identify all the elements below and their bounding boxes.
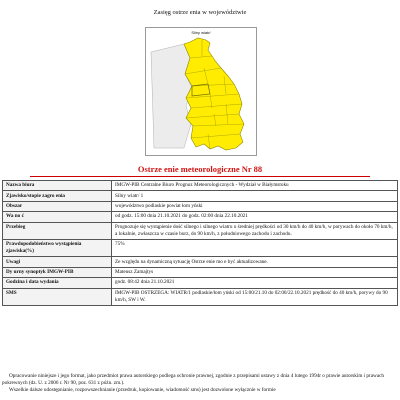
table-row — [3, 239, 398, 256]
table-row — [3, 288, 398, 305]
row-value: Mateusz Zamajtys — [112, 267, 398, 277]
row-label: Godzina i data wydania — [3, 278, 112, 288]
row-label: Prawdopodobieństwo wystąpienia zjawiska(%) — [3, 239, 112, 256]
row-value: Silny wiatr/ 1 — [112, 191, 398, 201]
map-caption: Silny wiatr/ — [191, 30, 211, 35]
row-label: SMS — [3, 288, 112, 305]
row-value: województwo podlaskie powiat łom yński — [112, 201, 398, 211]
warning-details-table — [2, 180, 398, 306]
row-value: 75% — [112, 239, 398, 256]
row-label: Wa no ć — [3, 212, 112, 222]
warning-title: Ostrze enie meteorologiczne Nr 88 — [137, 164, 263, 174]
table-row — [3, 212, 398, 222]
warning-map — [145, 27, 257, 156]
row-label: Obszar — [3, 201, 112, 211]
row-label: Zjawisko/stopie zagro enia — [3, 191, 112, 201]
row-value: IMGW-PIB Centralne Biuro Prognoz Meteorologicznych - Wydział w Białymstoku — [112, 181, 398, 191]
map-warning-area — [184, 38, 244, 150]
copyright-notice — [2, 373, 398, 394]
table-row — [3, 257, 398, 267]
copyright-paragraph: Wszelkie dalsze udostępnianie, rozpowszechnianie (przedruk, kopiowanie, wiadomość sms) jest dozwolone wyłącznie w formie — [9, 387, 276, 394]
table-row — [3, 181, 398, 191]
table-row — [3, 191, 398, 201]
copyright-paragraph: Opracowanie niniejsze i jego format, jako przedmiot prawa autorskiego podlega ochronie prawnej, zgodnie z przepisami ustawy z dnia 4 lutego 1994r o prawie autorskim i prawach pokrewnych (dz. U. z 2006 r. Nr 90, poz. 631 z późn. zm.). — [2, 373, 384, 386]
page-heading: Zasięg ostrze enia w województwie — [153, 9, 247, 16]
row-value: godz. 08:42 dnia 21.10.2021 — [112, 278, 398, 288]
row-value: IMGW-PIB OSTRZEGA: WIATR/1 podlaskie/łom yński od 15:00/21.10 do 02:00/22.10.2021 prędkość do 40 km/h, porywy do 90 km/h, SW i W. — [112, 288, 398, 305]
map-neutral-area — [151, 44, 192, 148]
row-value: Prognozuje się wystąpienie dość silnego i silnego wiatru o średniej prędkości od 30 km/h do 40 km/h, w porywach do około 70 km/h, a lokalnie, zwłaszcza w czasie burz, do 90 km/h, z południowego zachodu i zachodu. — [112, 222, 398, 239]
row-label: Dy urny synoptyk IMGW-PIB — [3, 267, 112, 277]
table-row — [3, 267, 398, 277]
row-value: Ze względu na dynamiczną sytuację Ostrze enie mo e być aktualizowane. — [112, 257, 398, 267]
title-divider — [30, 176, 370, 177]
table-row — [3, 222, 398, 239]
table-row — [3, 201, 398, 211]
row-label: Nazwa biura — [3, 181, 112, 191]
map-canvas — [146, 28, 256, 155]
table-row — [3, 278, 398, 288]
row-label: Przebieg — [3, 222, 112, 239]
row-value: od godz. 15:00 dnia 21.10.2021 do godz. 02:00 dnia 22.10.2021 — [112, 212, 398, 222]
row-label: Uwagi — [3, 257, 112, 267]
